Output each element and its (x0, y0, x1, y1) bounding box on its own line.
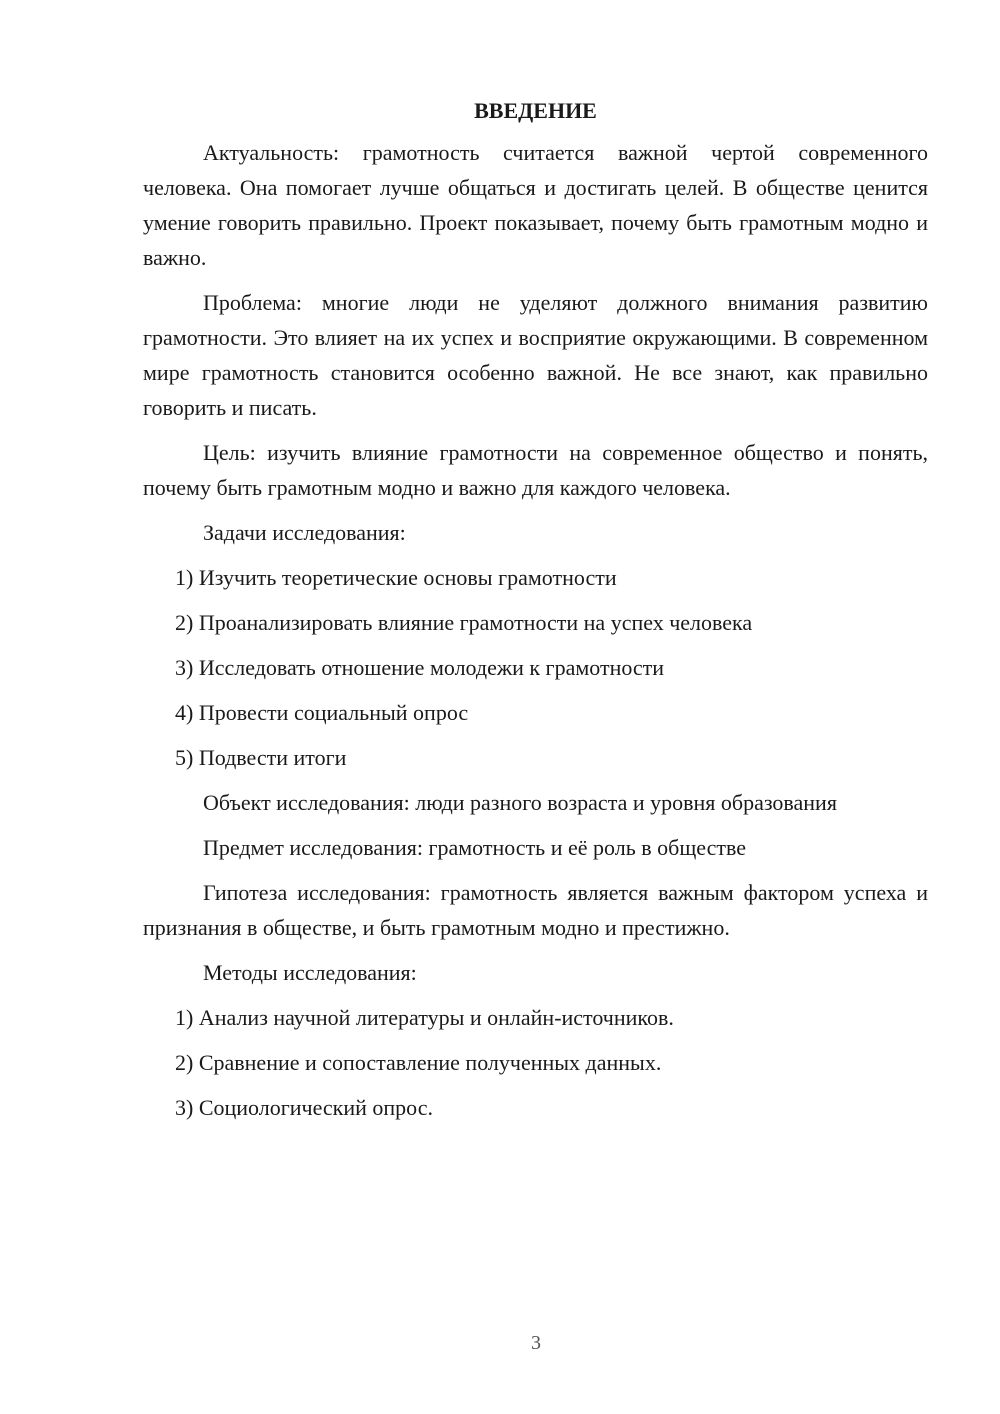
task-item-4: 4) Провести социальный опрос (175, 700, 469, 725)
method-item-3: 3) Социологический опрос. (175, 1095, 433, 1120)
task-item-3: 3) Исследовать отношение молодежи к грамотности (175, 655, 665, 680)
tasks-heading: Задачи исследования: (203, 520, 406, 545)
section-title: ВВЕДЕНИЕ (474, 98, 597, 123)
methods-heading: Методы исследования: (203, 960, 417, 985)
problem-paragraph: Проблема: многие люди не уделяют должного внимания развитию грамотности. Это влияет на их успех и восприятие окружающими. В современном мире грамотность становится особенно важной. Не все знают, как правильно говорить и писать. (143, 290, 928, 420)
method-item-2: 2) Сравнение и сопоставление полученных данных. (175, 1050, 662, 1075)
task-item-5: 5) Подвести итоги (175, 745, 347, 770)
task-item-1: 1) Изучить теоретические основы грамотности (175, 565, 617, 590)
document-body (143, 96, 928, 1135)
page-number: 3 (531, 1332, 541, 1354)
task-item-2: 2) Проанализировать влияние грамотности на успех человека (175, 610, 753, 635)
goal-paragraph: Цель: изучить влияние грамотности на современное общество и понять, почему быть грамотным модно и важно для каждого человека. (143, 440, 928, 500)
relevance-paragraph: Актуальность: грамотность считается важной чертой современного человека. Она помогает лучше общаться и достигать целей. В обществе ценится умение говорить правильно. Проект показывает, почему быть грамотным модно и важно. (143, 140, 928, 270)
hypothesis-paragraph: Гипотеза исследования: грамотность является важным фактором успеха и признания в обществе, и быть грамотным модно и престижно. (143, 880, 928, 940)
subject-line: Предмет исследования: грамотность и её роль в обществе (203, 835, 746, 860)
method-item-1: 1) Анализ научной литературы и онлайн-источников. (175, 1005, 674, 1030)
object-line: Объект исследования: люди разного возраста и уровня образования (203, 790, 837, 815)
